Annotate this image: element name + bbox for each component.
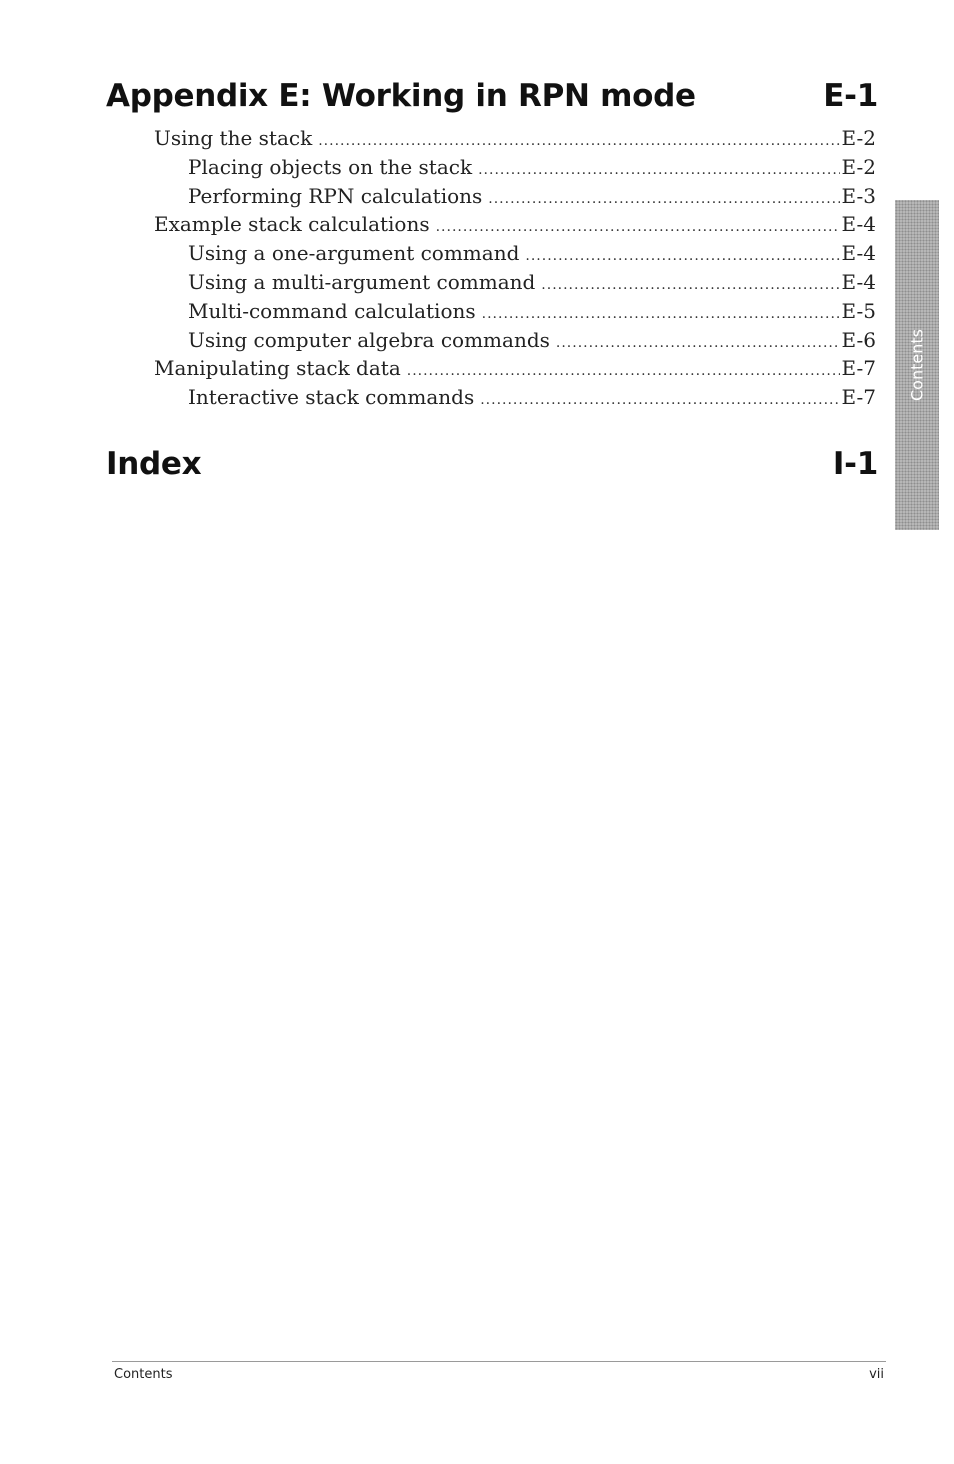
- dot-leader: [407, 357, 840, 385]
- toc-entry-page: E-3: [841, 183, 876, 208]
- toc-entry: [154, 354, 876, 385]
- toc-entry-page: E-6: [841, 327, 876, 352]
- toc-entry-page: E-7: [841, 385, 876, 410]
- toc-entry: [188, 182, 876, 213]
- dot-leader: [541, 271, 839, 299]
- dot-leader: [318, 127, 839, 155]
- toc-entry: [188, 297, 876, 328]
- toc-entry: [154, 124, 876, 155]
- toc-entry: [188, 268, 876, 299]
- toc-entry: [188, 326, 876, 357]
- footer-page-number: vii: [869, 1367, 884, 1382]
- index-heading: [106, 446, 878, 482]
- dot-leader: [556, 329, 840, 357]
- dot-leader: [482, 300, 840, 328]
- toc-entry-label: Example stack calculations: [154, 212, 430, 237]
- footer-rule: [112, 1361, 886, 1362]
- toc-entry: [154, 210, 876, 241]
- appendix-heading: [106, 78, 878, 114]
- dot-leader: [488, 185, 839, 213]
- toc-entry-label: Multi-command calculations: [188, 298, 476, 323]
- toc-entry-page: E-7: [841, 356, 876, 381]
- toc-entry-label: Using a one-argument command: [188, 241, 520, 266]
- toc-entry: [188, 383, 876, 414]
- appendix-page-number: E-1: [823, 78, 878, 114]
- index-page-number: I-1: [832, 446, 878, 482]
- toc-entry: [188, 239, 876, 270]
- toc-entry-page: E-5: [841, 298, 876, 323]
- appendix-title: Appendix E: Working in RPN mode: [106, 78, 696, 114]
- toc-entry-label: Interactive stack commands: [188, 385, 475, 410]
- toc-entry-page: E-2: [841, 154, 876, 179]
- toc-entry-label: Using a multi-argument command: [188, 270, 536, 294]
- toc-entry-page: E-4: [841, 212, 876, 237]
- dot-leader: [525, 242, 839, 270]
- dot-leader: [478, 156, 839, 184]
- side-tab-label: Contents: [907, 329, 927, 401]
- dot-leader: [436, 213, 840, 241]
- toc-entry-label: Using computer algebra commands: [188, 327, 550, 352]
- toc-entry-label: Placing objects on the stack: [188, 154, 473, 179]
- toc-entry-page: E-4: [841, 270, 876, 294]
- dot-leader: [480, 386, 839, 414]
- footer-section-name: Contents: [114, 1367, 173, 1382]
- index-title: Index: [106, 446, 202, 482]
- toc-entry-page: E-2: [841, 126, 876, 150]
- toc-entry-label: Manipulating stack data: [154, 356, 401, 381]
- toc-entry-label: Using the stack: [154, 126, 313, 150]
- toc-entry: [188, 153, 876, 184]
- toc-entry-page: E-4: [841, 241, 876, 266]
- contents-side-tab: [895, 200, 939, 530]
- toc-entry-label: Performing RPN calculations: [188, 183, 483, 208]
